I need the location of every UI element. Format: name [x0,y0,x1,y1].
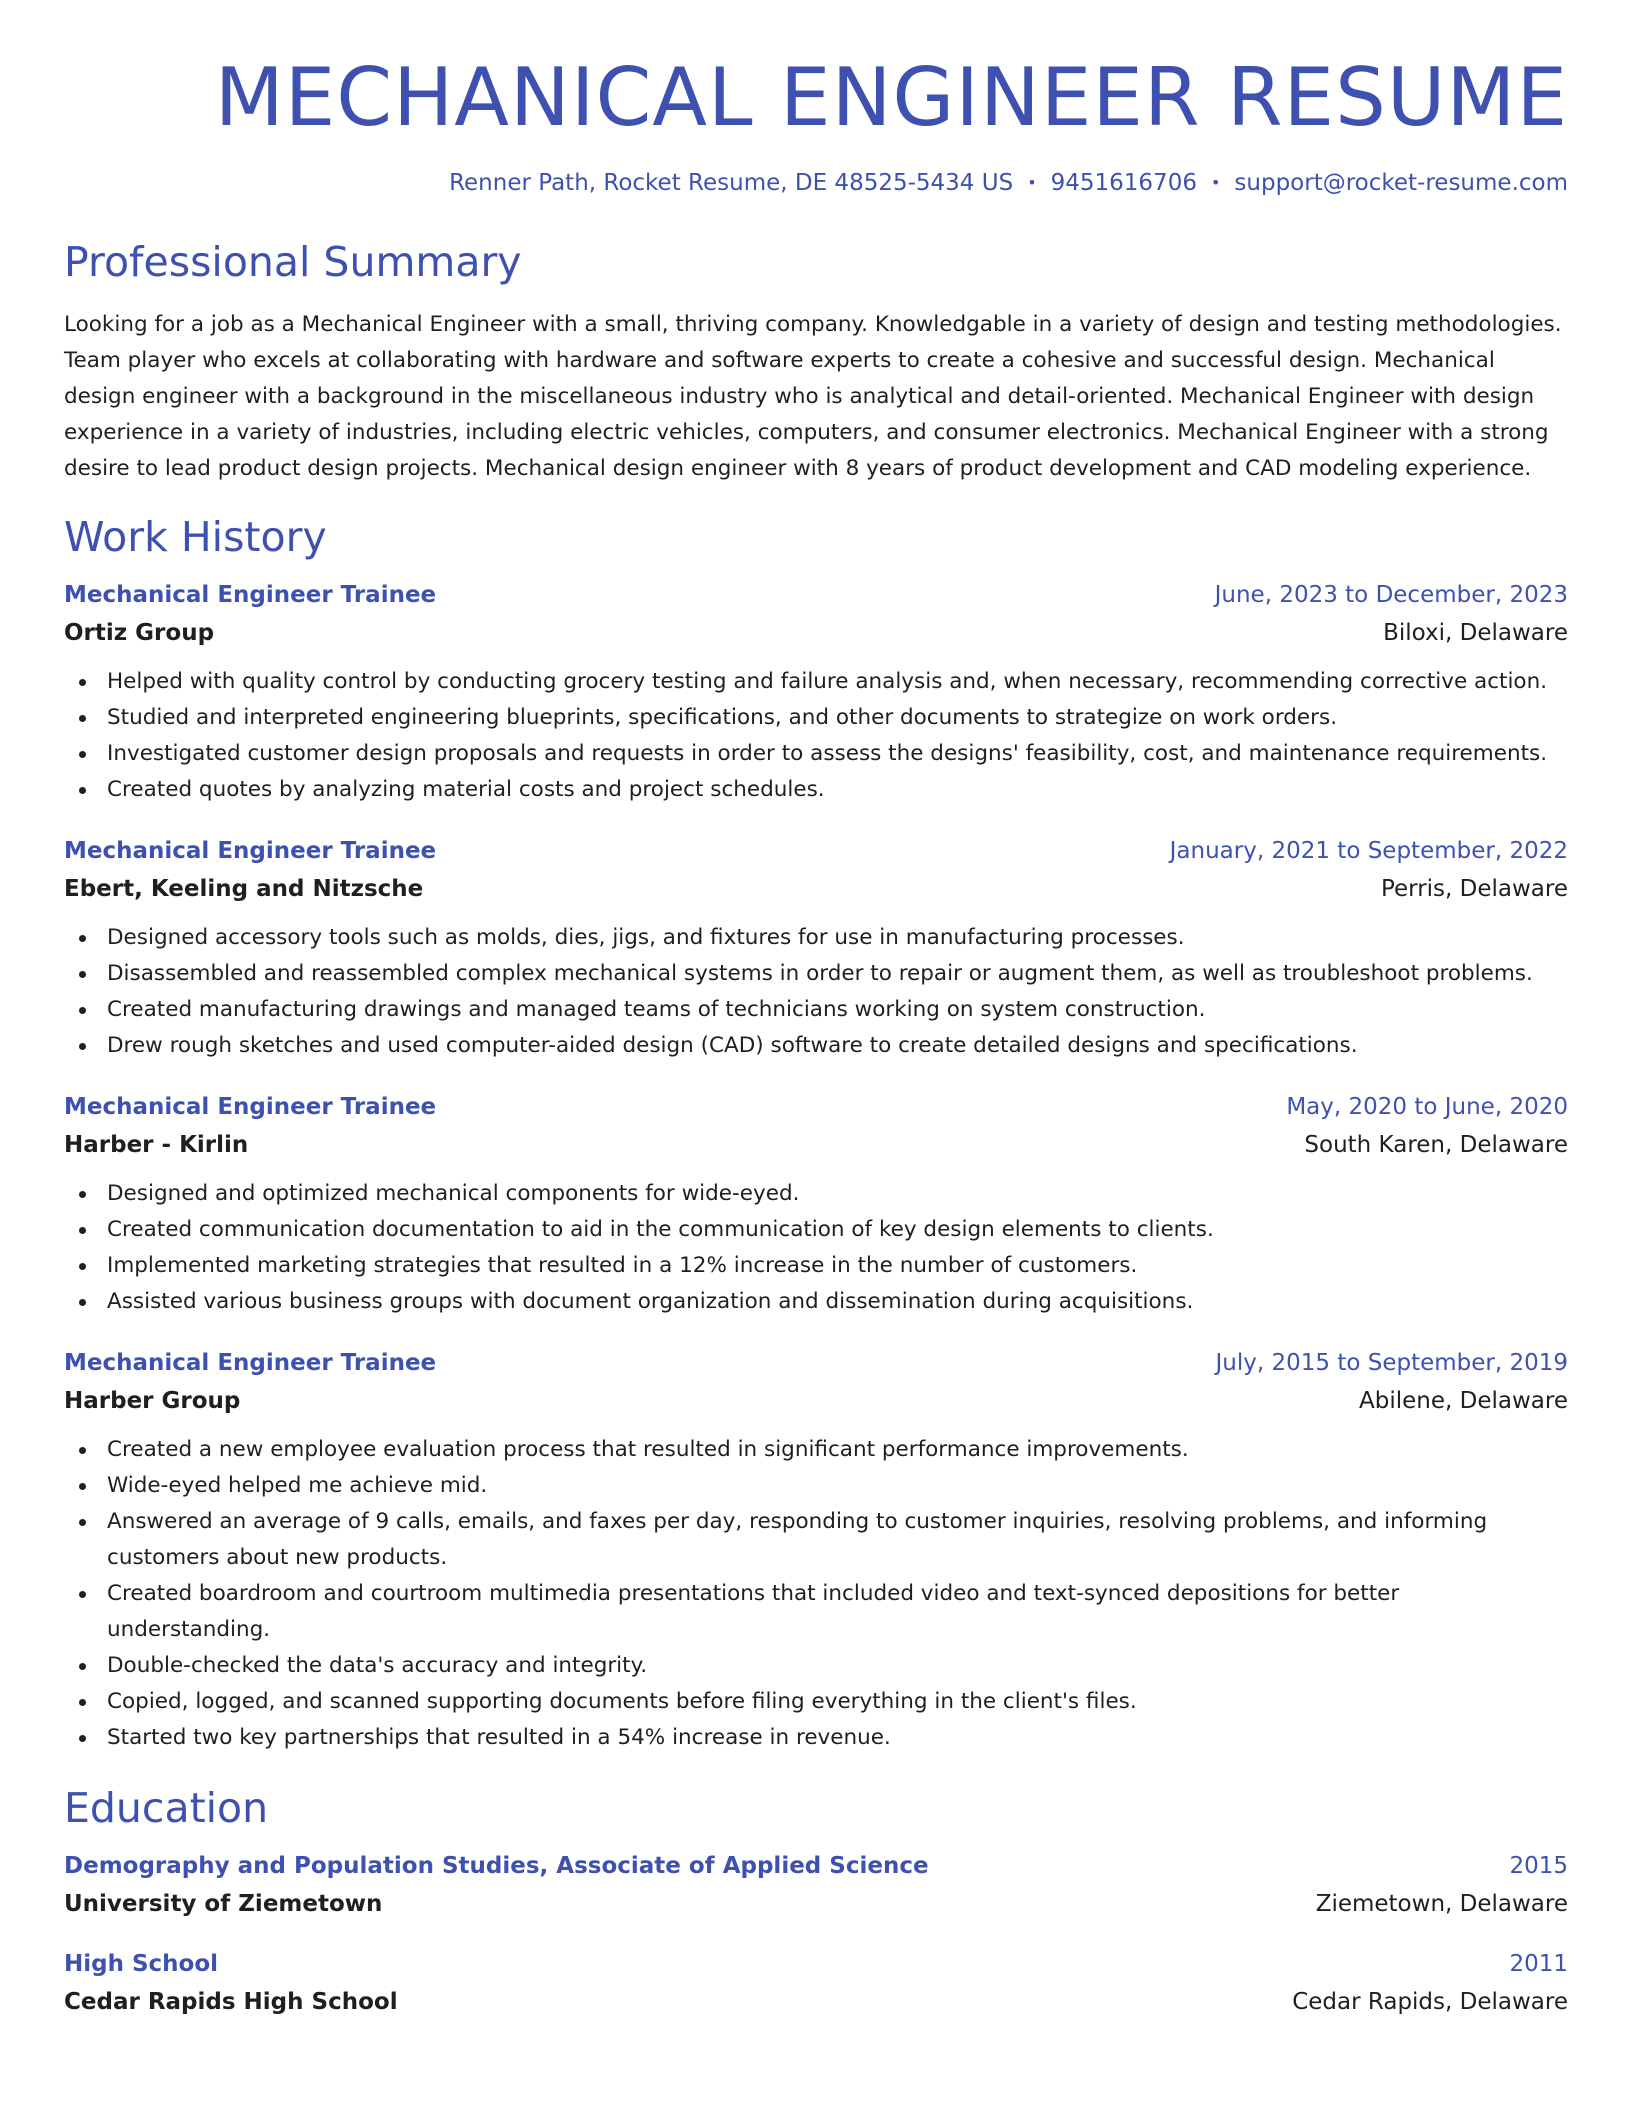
summary-text: Looking for a job as a Mechanical Engineer with a small, thriving company. Knowledgable in a variety of design and testing methodologies. Team player who excels at collaborating with hardware and software experts to create a cohesive and successful design. Mechanical design engineer with a background in the miscellaneous industry who is analytical and detail-oriented. Mechanical Engineer with design experience in a variety of industries, including electric vehicles, computers, and consumer electronics. Mechanical Engineer with a strong desire to lead product design projects. Mechanical design engineer with 8 years of product development and CAD modeling experience. [64,312,1562,482]
job-bullet: Implemented marketing strategies that resulted in a 12% increase in the number of customers. [64,1248,1568,1284]
job-bullet: Started two key partnerships that resulted in a 54% increase in revenue. [64,1720,1568,1756]
education-degree: Demography and Population Studies, Associate of Applied Science [64,1853,929,1880]
job-bullet: Created a new employee evaluation process that resulted in significant performance improvements. [64,1432,1568,1468]
job-employer-row [64,1388,1568,1414]
job-dates: January, 2021 to September, 2022 [1169,838,1568,865]
job-dates: June, 2023 to December, 2023 [1214,582,1568,609]
education-year: 2011 [1509,1951,1568,1978]
job-employer: Harber - Kirlin [64,1132,249,1159]
contact-separator: • [1210,173,1221,192]
job-title: Mechanical Engineer Trainee [64,1094,437,1121]
job-location: South Karen, Delaware [1304,1132,1568,1159]
education-school: Cedar Rapids High School [64,1989,398,2016]
job-title: Mechanical Engineer Trainee [64,838,437,865]
job-bullet: Created quotes by analyzing material costs and project schedules. [64,772,1568,808]
job-bullet: Designed and optimized mechanical components for wide-eyed. [64,1176,1568,1212]
summary-section [64,240,1568,487]
job-bullet: Assisted various business groups with document organization and dissemination during acquisitions. [64,1284,1568,1320]
education-degree: High School [64,1951,219,1978]
resume-title: MECHANICAL ENGINEER RESUME [214,51,1568,144]
job-bullet: Created boardroom and courtroom multimedia presentations that included video and text-synced depositions for better understanding. [64,1576,1568,1648]
education-entry [64,1853,1568,1917]
job-bullet: Investigated customer design proposals and requests in order to assess the designs' feasibility, cost, and maintenance requirements. [64,736,1568,772]
job-bullet: Designed accessory tools such as molds, dies, jigs, and fixtures for use in manufacturing processes. [64,920,1568,956]
job-title: Mechanical Engineer Trainee [64,1350,437,1377]
education-school-row [64,1891,1568,1917]
job-bullets [64,664,1568,808]
education-entry [64,1951,1568,2015]
job-header-row [64,1350,1568,1376]
job-bullet: Drew rough sketches and used computer-aided design (CAD) software to create detailed designs and specifications. [64,1028,1568,1064]
job-location: Abilene, Delaware [1359,1388,1568,1415]
job-title: Mechanical Engineer Trainee [64,582,437,609]
job-bullets [64,1176,1568,1320]
work-history-section [64,515,1568,1756]
education-school-row [64,1989,1568,2015]
education-location: Ziemetown, Delaware [1315,1891,1568,1918]
job-employer: Harber Group [64,1388,241,1415]
job-bullet: Double-checked the data's accuracy and integrity. [64,1648,1568,1684]
job-bullet: Studied and interpreted engineering blueprints, specifications, and other documents to strategize on work orders. [64,700,1568,736]
summary-heading: Professional Summary [64,238,522,286]
job-entry [64,582,1568,808]
job-entry [64,1094,1568,1320]
education-location: Cedar Rapids, Delaware [1292,1989,1568,2016]
job-bullet: Wide-eyed helped me achieve mid. [64,1468,1568,1504]
contact-address: Renner Path, Rocket Resume, DE 48525-5434 US [449,170,1014,196]
job-bullets [64,1432,1568,1756]
job-header-row [64,1094,1568,1120]
work-history-heading: Work History [64,513,327,562]
education-heading: Education [64,1784,269,1833]
job-bullet: Helped with quality control by conducting grocery testing and failure analysis and, when necessary, recommending corrective action. [64,664,1568,700]
job-header-row [64,838,1568,864]
job-dates: July, 2015 to September, 2019 [1215,1350,1568,1377]
job-entry [64,838,1568,1064]
job-bullet: Disassembled and reassembled complex mechanical systems in order to repair or augment them, as well as troubleshoot problems. [64,956,1568,992]
education-header-row [64,1853,1568,1879]
education-header-row [64,1951,1568,1977]
job-bullet: Created manufacturing drawings and managed teams of technicians working on system construction. [64,992,1568,1028]
job-location: Biloxi, Delaware [1383,620,1568,647]
job-dates: May, 2020 to June, 2020 [1286,1094,1568,1121]
job-employer-row [64,876,1568,902]
education-school: University of Ziemetown [64,1891,383,1918]
job-location: Perris, Delaware [1380,876,1568,903]
job-employer-row [64,1132,1568,1158]
job-employer-row [64,620,1568,646]
job-header-row [64,582,1568,608]
job-employer: Ebert, Keeling and Nitzsche [64,876,424,903]
contact-phone: 9451616706 [1050,170,1197,196]
job-bullet: Answered an average of 9 calls, emails, and faxes per day, responding to customer inquiries, resolving problems, and informing customers about new products. [64,1504,1568,1576]
education-year: 2015 [1509,1853,1568,1880]
contact-email: support@rocket-resume.com [1234,170,1568,196]
job-entry [64,1350,1568,1756]
job-bullet: Created communication documentation to aid in the communication of key design elements to clients. [64,1212,1568,1248]
contact-line [64,170,1568,196]
contact-separator: • [1027,173,1037,192]
job-employer: Ortiz Group [64,620,215,647]
job-bullet: Copied, logged, and scanned supporting documents before filing everything in the client's files. [64,1684,1568,1720]
education-section [64,1786,1568,2015]
job-bullets [64,920,1568,1064]
